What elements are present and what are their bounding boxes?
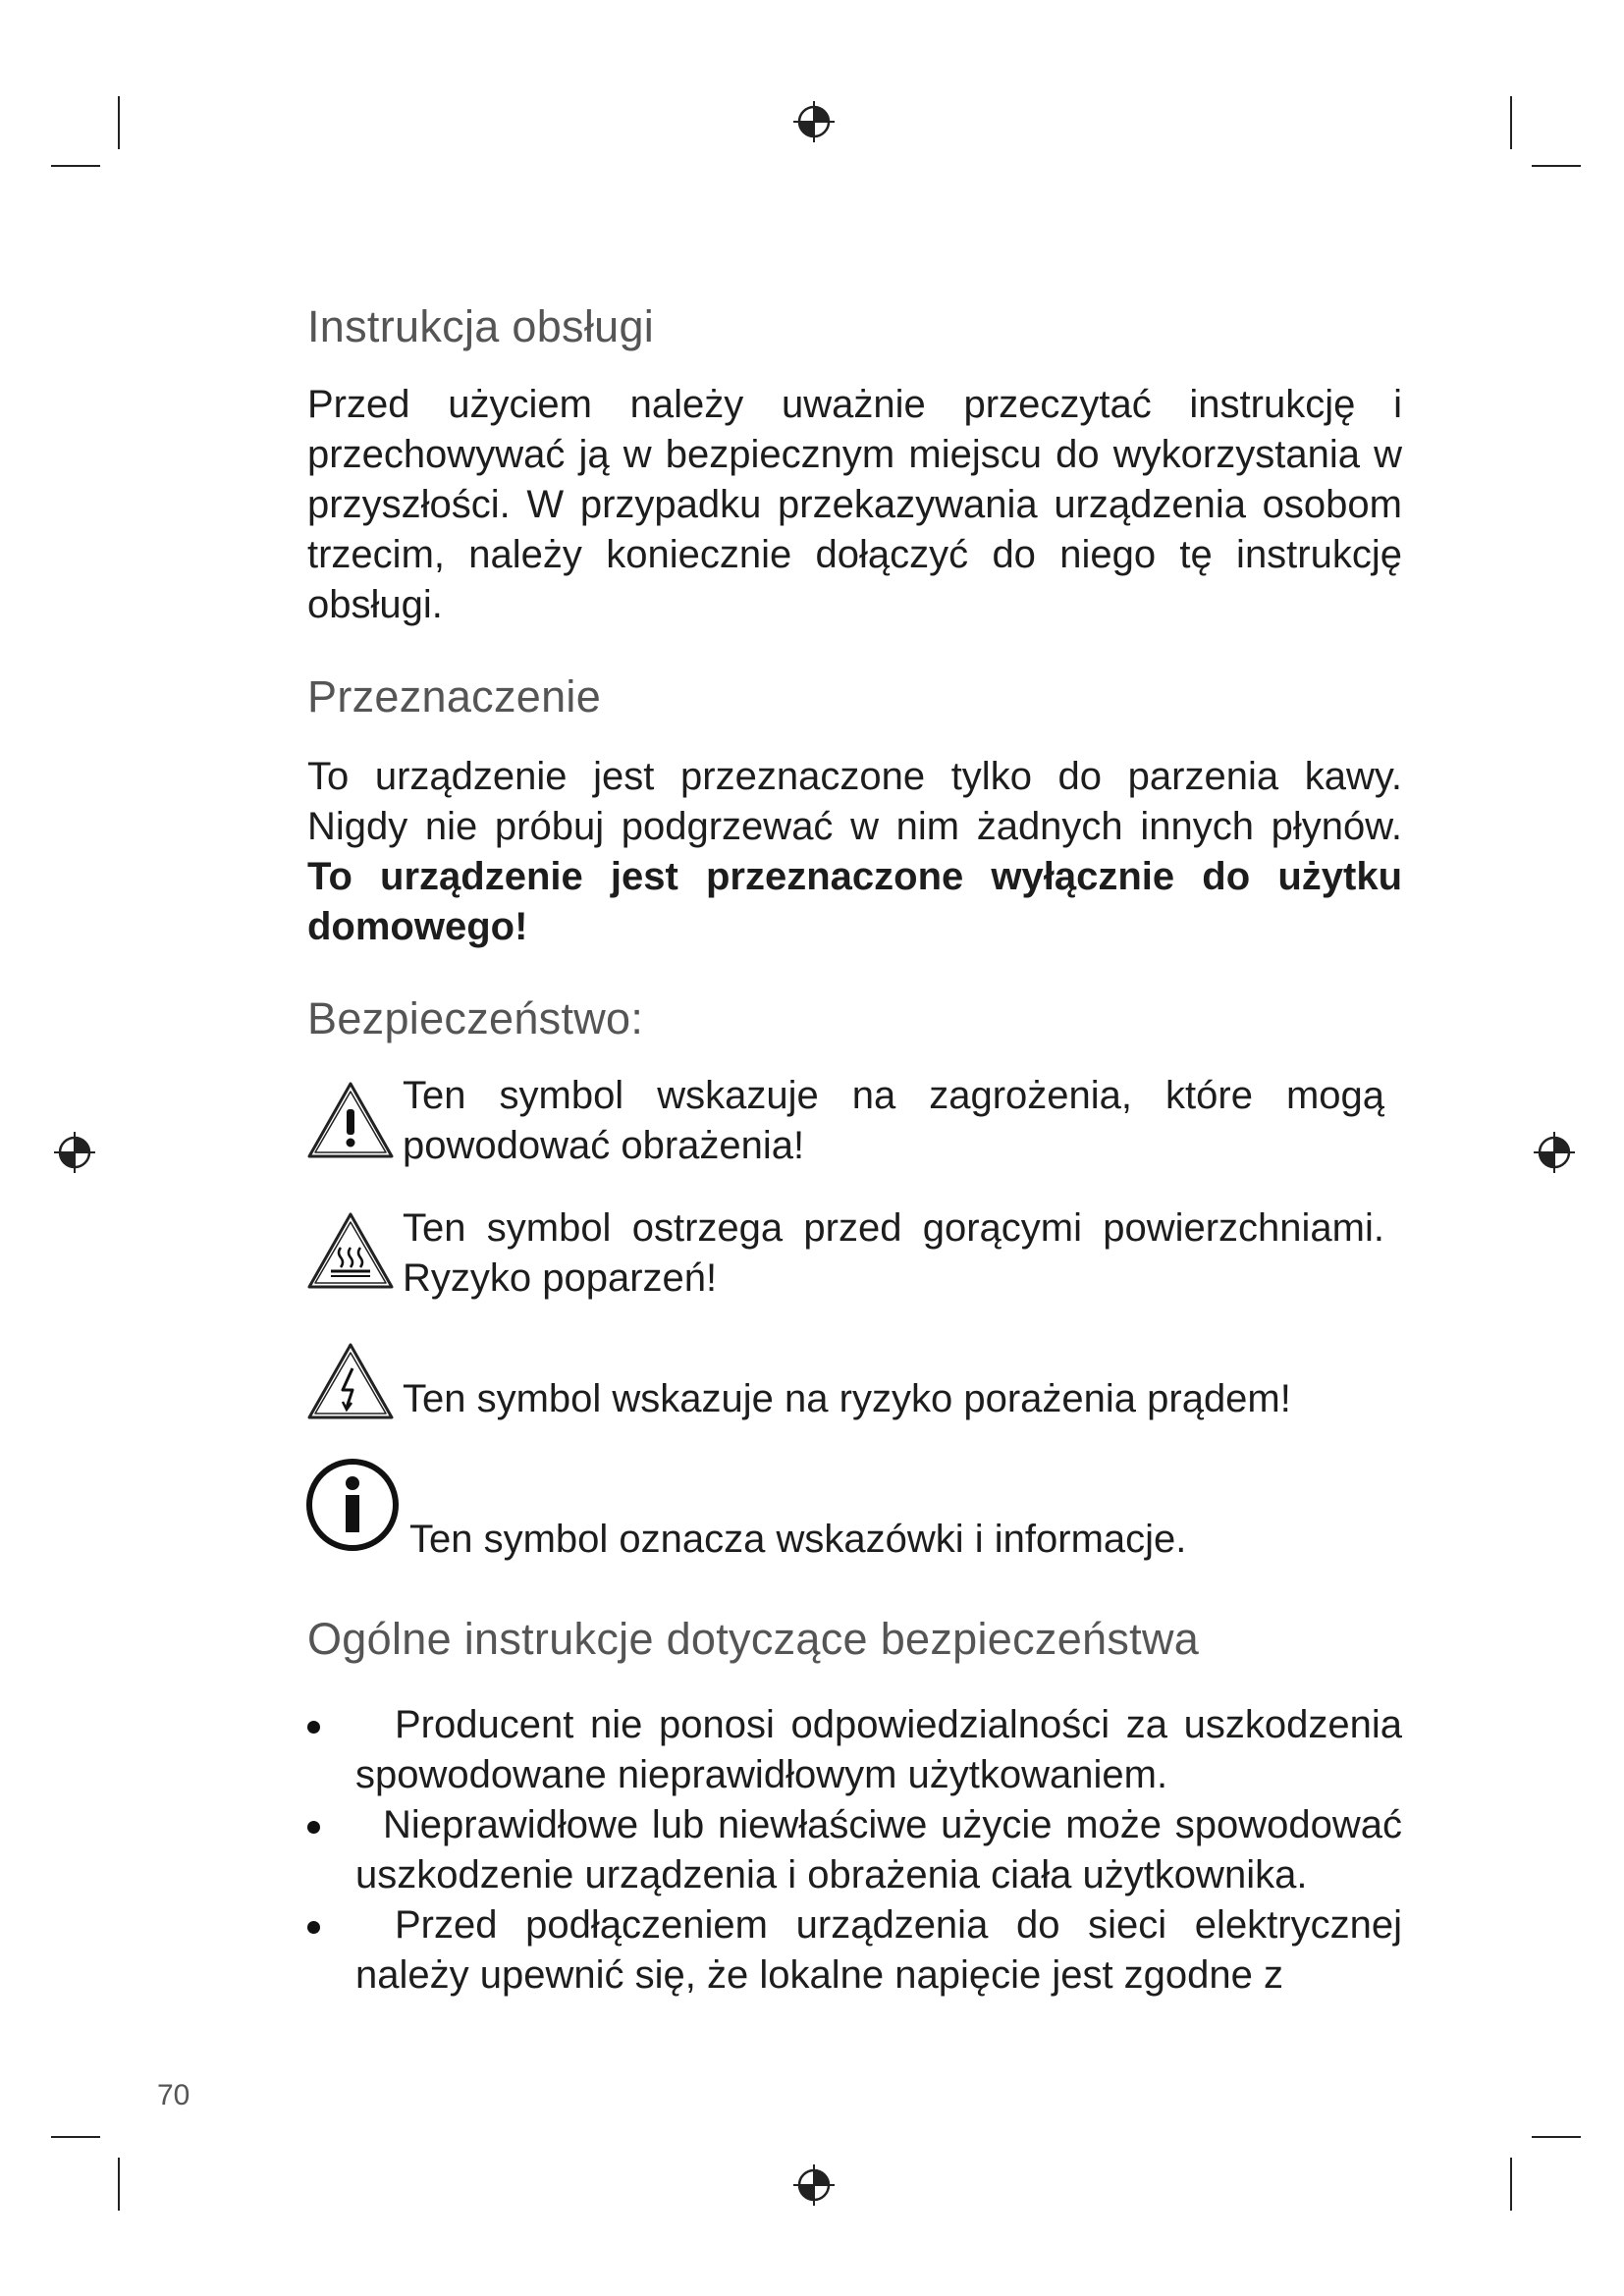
heading-purpose: Przeznaczenie bbox=[307, 671, 602, 721]
electric-shock-icon bbox=[305, 1341, 396, 1421]
registration-mark-icon bbox=[1534, 1132, 1575, 1173]
hot-surface-icon bbox=[305, 1210, 396, 1291]
crop-mark-top-left-v bbox=[118, 96, 120, 149]
crop-mark-bottom-left-h bbox=[51, 2136, 100, 2138]
registration-mark-icon bbox=[54, 1132, 95, 1173]
symbol-text-hot-surface: Ten symbol ostrzega przed gorącymi powierzchniami. Ryzyko poparzeń! bbox=[403, 1206, 1384, 1300]
page-number: 70 bbox=[157, 2079, 190, 2111]
registration-mark-icon bbox=[793, 101, 835, 142]
general-safety-list bbox=[307, 1700, 1402, 2001]
list-item: Przed podłączeniem urządzenia do sieci elektrycznej należy upewnić się, że lokalne napięcie jest zgodne z bbox=[307, 1900, 1402, 2001]
purpose-paragraph bbox=[307, 752, 1402, 952]
purpose-bold-text: To urządzenie jest przeznaczone wyłącznie do użytku domowego! bbox=[307, 855, 1402, 948]
intro-paragraph: Przed użyciem należy uważnie przeczytać instrukcję i przechowywać ją w bezpiecznym miejscu do wykorzystania w przyszłości. W przypadku przekazywania urządzenia osobom trzecim, należy koniecznie dołączyć do niego tę instrukcję obsługi. bbox=[307, 383, 1402, 626]
bullet-icon bbox=[307, 1721, 320, 1734]
symbol-row-warning bbox=[307, 1068, 1402, 1171]
bullet-icon bbox=[307, 1921, 320, 1934]
registration-mark-icon bbox=[793, 2164, 835, 2206]
bullet-icon bbox=[307, 1821, 320, 1834]
list-item: Producent nie ponosi odpowiedzialności za uszkodzenia spowodowane nieprawidłowym użytkowaniem. bbox=[307, 1700, 1402, 1800]
crop-mark-bottom-right-v bbox=[1510, 2158, 1512, 2211]
list-item: Nieprawidłowe lub niewłaściwe użycie może spowodować uszkodzenie urządzenia i obrażenia ciała użytkownika. bbox=[307, 1800, 1402, 1900]
symbol-row-hot-surface bbox=[307, 1201, 1402, 1304]
heading-general-safety: Ogólne instrukcje dotyczące bezpieczeństwa bbox=[307, 1614, 1200, 1664]
crop-mark-top-right-v bbox=[1510, 96, 1512, 149]
page-content bbox=[307, 294, 1402, 2001]
symbol-text-electric: Ten symbol wskazuje na ryzyko porażenia prądem! bbox=[403, 1377, 1291, 1420]
heading-safety: Bezpieczeństwo: bbox=[307, 993, 644, 1043]
purpose-text: To urządzenie jest przeznaczone tylko do parzenia kawy. Nigdy nie próbuj podgrzewać w nim żadnych innych płynów. bbox=[307, 755, 1402, 848]
symbol-row-info bbox=[307, 1458, 1402, 1565]
crop-mark-bottom-right-h bbox=[1532, 2136, 1581, 2138]
symbol-row-electric bbox=[307, 1341, 1402, 1424]
symbol-text-warning: Ten symbol wskazuje na zagrożenia, które mogą powodować obrażenia! bbox=[403, 1074, 1384, 1167]
crop-mark-top-right-h bbox=[1532, 165, 1581, 167]
crop-mark-top-left-h bbox=[51, 165, 100, 167]
heading-instructions: Instrukcja obsługi bbox=[307, 301, 655, 351]
symbol-text-info: Ten symbol oznacza wskazówki i informacje. bbox=[409, 1518, 1187, 1561]
crop-mark-bottom-left-v bbox=[118, 2158, 120, 2211]
info-icon bbox=[305, 1458, 400, 1552]
warning-triangle-icon bbox=[305, 1080, 396, 1160]
